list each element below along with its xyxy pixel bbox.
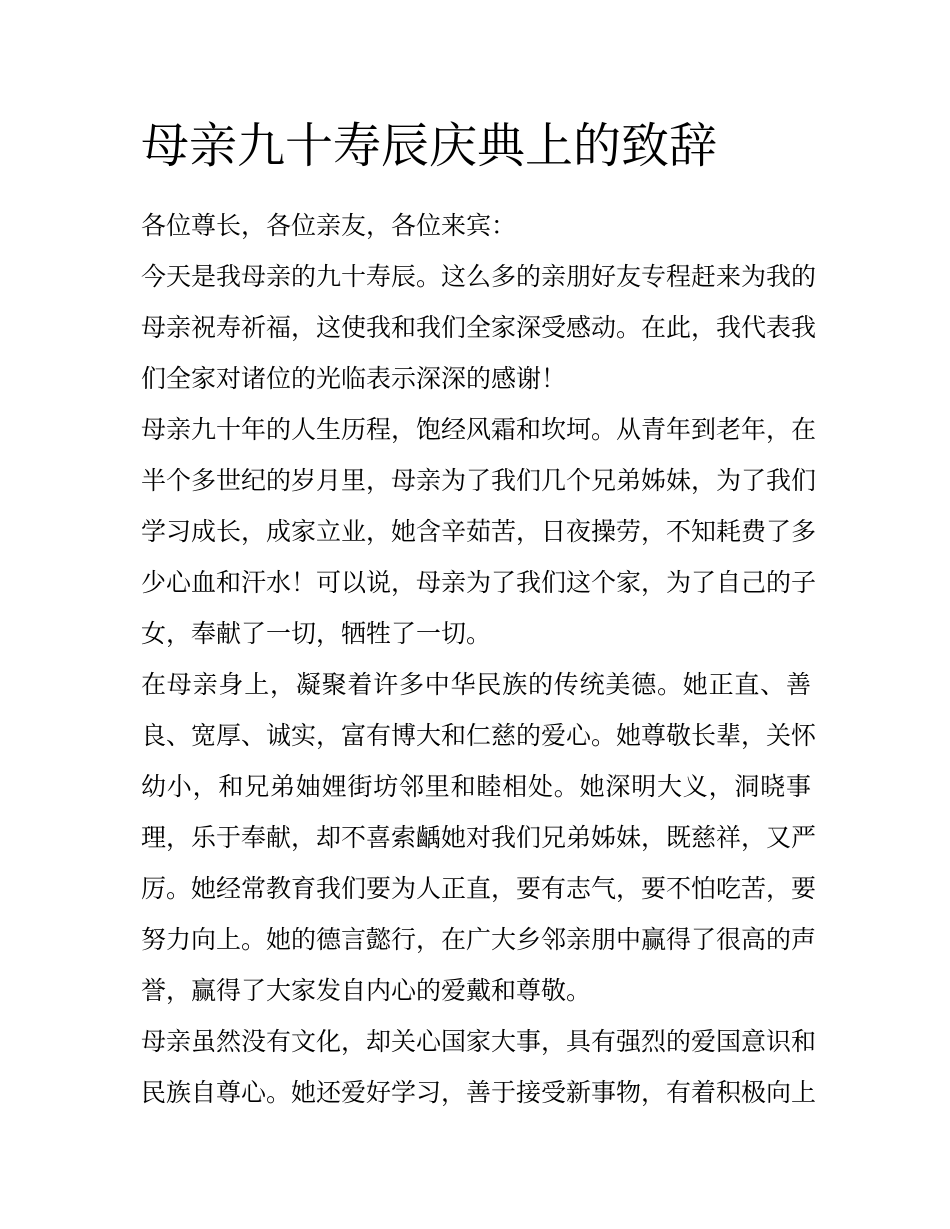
paragraph-3-line-3: 幼小，和兄弟妯娌街坊邻里和睦相处。她深明大义，洞晓事: [141, 772, 811, 801]
document-title: 母亲九十寿辰庆典上的致辞: [141, 118, 718, 174]
salutation-line: 各位尊长，各位亲友，各位来宾：: [141, 211, 517, 240]
paragraph-2-line-5: 女，奉献了一切，牺牲了一切。: [141, 619, 492, 648]
paragraph-4-line-2: 民族自尊心。她还爱好学习，善于接受新事物，有着积极向上: [141, 1078, 817, 1107]
paragraph-2-line-2: 半个多世纪的岁月里，母亲为了我们几个兄弟姊妹，为了我们: [141, 466, 817, 495]
paragraph-3-line-2: 良、宽厚、诚实，富有博大和仁慈的爱心。她尊敬长辈，关怀: [141, 721, 817, 750]
paragraph-4-line-1: 母亲虽然没有文化，却关心国家大事，具有强烈的爱国意识和: [141, 1027, 817, 1056]
paragraph-3-line-5: 厉。她经常教育我们要为人正直，要有志气，要不怕吃苦，要: [141, 874, 817, 903]
document-body: [141, 200, 817, 1118]
paragraph-1-line-2: 母亲祝寿祈福，这使我和我们全家深受感动。在此，我代表我: [141, 313, 817, 342]
paragraph-3-line-7: 誉，赢得了大家发自内心的爱戴和尊敬。: [141, 976, 592, 1005]
paragraph-1-line-3: 们全家对诸位的光临表示深深的感谢！: [141, 364, 567, 393]
paragraph-3-line-6: 努力向上。她的德言懿行，在广大乡邻亲朋中赢得了很高的声: [141, 925, 817, 954]
paragraph-3-line-4: 理，乐于奉献，却不喜索齲她对我们兄弟姊妹，既慈祥，又严: [141, 823, 817, 852]
paragraph-1-line-1: 今天是我母亲的九十寿辰。这么多的亲朋好友专程赶来为我的: [141, 262, 817, 291]
paragraph-2-line-3: 学习成长，成家立业，她含辛茹苦，日夜操劳，不知耗费了多: [141, 517, 817, 546]
paragraph-2-line-4: 少心血和汗水！可以说，母亲为了我们这个家，为了自己的子: [141, 568, 817, 597]
paragraph-3-line-1: 在母亲身上，凝聚着许多中华民族的传统美德。她正直、善: [141, 670, 811, 699]
paragraph-2-line-1: 母亲九十年的人生历程，饱经风霜和坎坷。从青年到老年，在: [141, 415, 817, 444]
